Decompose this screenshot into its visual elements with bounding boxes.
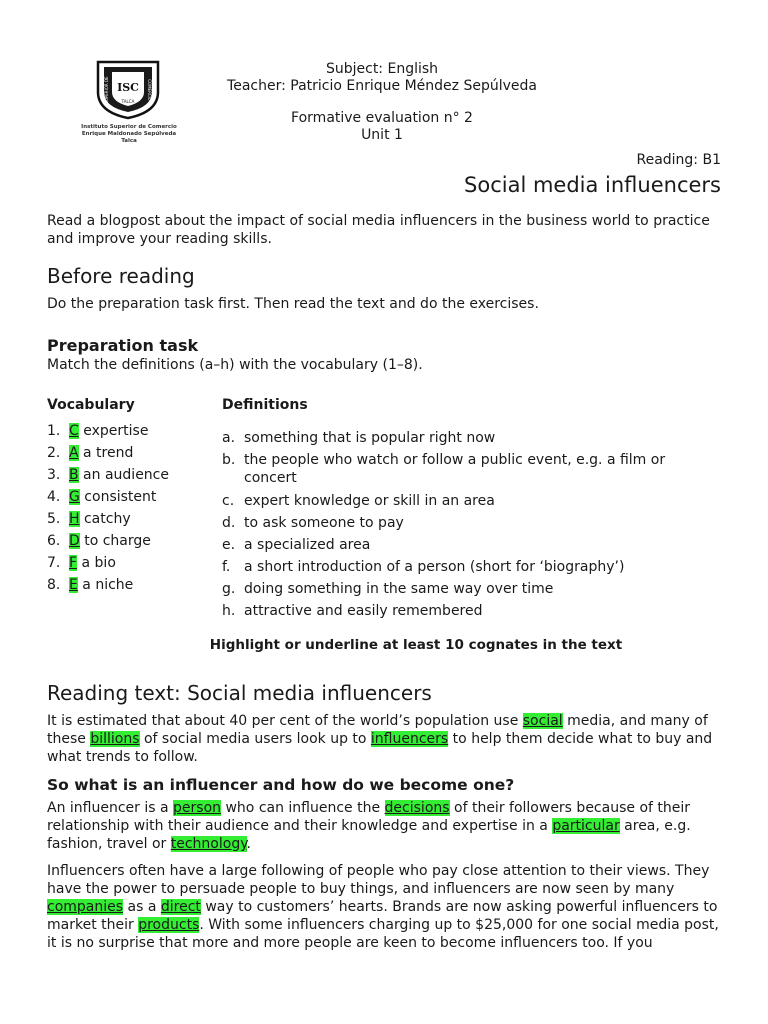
preparation-heading: Preparation task bbox=[47, 336, 199, 355]
header-teacher: Teacher: Patricio Enrique Méndez Sepúlveda bbox=[227, 78, 537, 94]
reading-paragraph-2: An influencer is a person who can influence the decisions of their followers because of their relationship with their audience and their knowledge and expertise in a particular area, e.g. fashion, travel or technology. bbox=[47, 800, 691, 852]
definition-item: b. the people who watch or follow a public event, e.g. a film or concert bbox=[222, 452, 666, 486]
vocabulary-item: 1. C expertise bbox=[47, 423, 149, 439]
answer-highlight: A bbox=[69, 445, 79, 461]
vocabulary-item: 8. E a niche bbox=[47, 577, 134, 593]
reading-heading: Reading text: Social media influencers bbox=[47, 681, 432, 705]
answer-highlight: F bbox=[69, 555, 78, 571]
cognate-highlight: social bbox=[522, 713, 563, 729]
vocabulary-item: 6. D to charge bbox=[47, 533, 151, 549]
intro-paragraph: Read a blogpost about the impact of social media influencers in the business world to practice and improve your reading skills. bbox=[47, 213, 710, 247]
before-reading-heading: Before reading bbox=[47, 264, 195, 288]
cognate-highlight: direct bbox=[160, 899, 201, 915]
definition-item: a. something that is popular right now bbox=[222, 430, 496, 446]
answer-highlight: C bbox=[69, 423, 79, 439]
crest-initials: ISC bbox=[117, 81, 139, 94]
definition-item: f. a short introduction of a person (short for ‘biography’) bbox=[222, 559, 625, 575]
crest-bottom-text: TALCA bbox=[121, 99, 135, 104]
reading-level: Reading: B1 bbox=[636, 152, 721, 168]
vocabulary-item: 4. G consistent bbox=[47, 489, 157, 505]
header-unit: Unit 1 bbox=[361, 127, 403, 143]
cognate-highlight: person bbox=[173, 800, 222, 816]
cognates-note: Highlight or underline at least 10 cognates in the text bbox=[209, 637, 623, 653]
vocabulary-item: 7. F a bio bbox=[47, 555, 116, 571]
header-evaluation: Formative evaluation n° 2 bbox=[291, 110, 473, 126]
definitions-heading: Definitions bbox=[222, 397, 308, 413]
crest-left-text: SUPERIOR DE bbox=[104, 76, 109, 104]
answer-highlight: G bbox=[69, 489, 80, 505]
crest-caption-line: Talca bbox=[121, 138, 137, 144]
page-title: Social media influencers bbox=[464, 173, 721, 197]
crest-right-text: COMERCIO bbox=[147, 79, 152, 101]
cognate-highlight: billions bbox=[90, 731, 140, 747]
answer-highlight: H bbox=[69, 511, 80, 527]
reading-paragraph-3: Influencers often have a large following of people who pay close attention to their views. They have the power to persuade people to buy things, and influencers are now seen by many companies as a direct way to customers’ hearts. Brands are now asking powerful influencers to market their products. With some influencers charging up to $25,000 for one social media post, it is no surprise that more and more people are keen to become influencers too. If you bbox=[47, 863, 719, 951]
vocabulary-heading: Vocabulary bbox=[47, 397, 135, 413]
crest-caption-line: Enrique Maldonado Sepúlveda bbox=[81, 131, 177, 137]
vocabulary-item: 3. B an audience bbox=[47, 467, 169, 483]
cognate-highlight: products bbox=[138, 917, 200, 933]
header-subject: Subject: English bbox=[325, 61, 439, 77]
reading-paragraph-1: It is estimated that about 40 per cent of the world’s population use social media, and many of these billions of social media users look up to influencers to help them decide what to buy and what trends to follow. bbox=[47, 713, 713, 765]
answer-highlight: E bbox=[69, 577, 78, 593]
definition-item: h. attractive and easily remembered bbox=[222, 603, 483, 619]
definition-item: c. expert knowledge or skill in an area bbox=[222, 493, 495, 509]
answer-highlight: D bbox=[69, 533, 80, 549]
cognate-highlight: companies bbox=[47, 899, 124, 915]
crest-caption-line: Instituto Superior de Comercio bbox=[81, 124, 177, 130]
definition-item: e. a specialized area bbox=[222, 537, 371, 553]
preparation-instruction: Match the definitions (a–h) with the vocabulary (1–8). bbox=[47, 357, 423, 373]
definition-item: d. to ask someone to pay bbox=[222, 515, 404, 531]
cognate-highlight: technology bbox=[170, 836, 247, 852]
vocabulary-item: 2. A a trend bbox=[47, 445, 134, 461]
vocabulary-item: 5. H catchy bbox=[47, 511, 131, 527]
answer-highlight: B bbox=[69, 467, 79, 483]
cognate-highlight: decisions bbox=[384, 800, 450, 816]
cognate-highlight: particular bbox=[552, 818, 620, 834]
definition-item: g. doing something in the same way over time bbox=[222, 581, 554, 597]
cognate-highlight: influencers bbox=[370, 731, 449, 747]
before-reading-instruction: Do the preparation task first. Then read the text and do the exercises. bbox=[47, 296, 539, 312]
reading-subheading: So what is an influencer and how do we become one? bbox=[47, 776, 515, 794]
